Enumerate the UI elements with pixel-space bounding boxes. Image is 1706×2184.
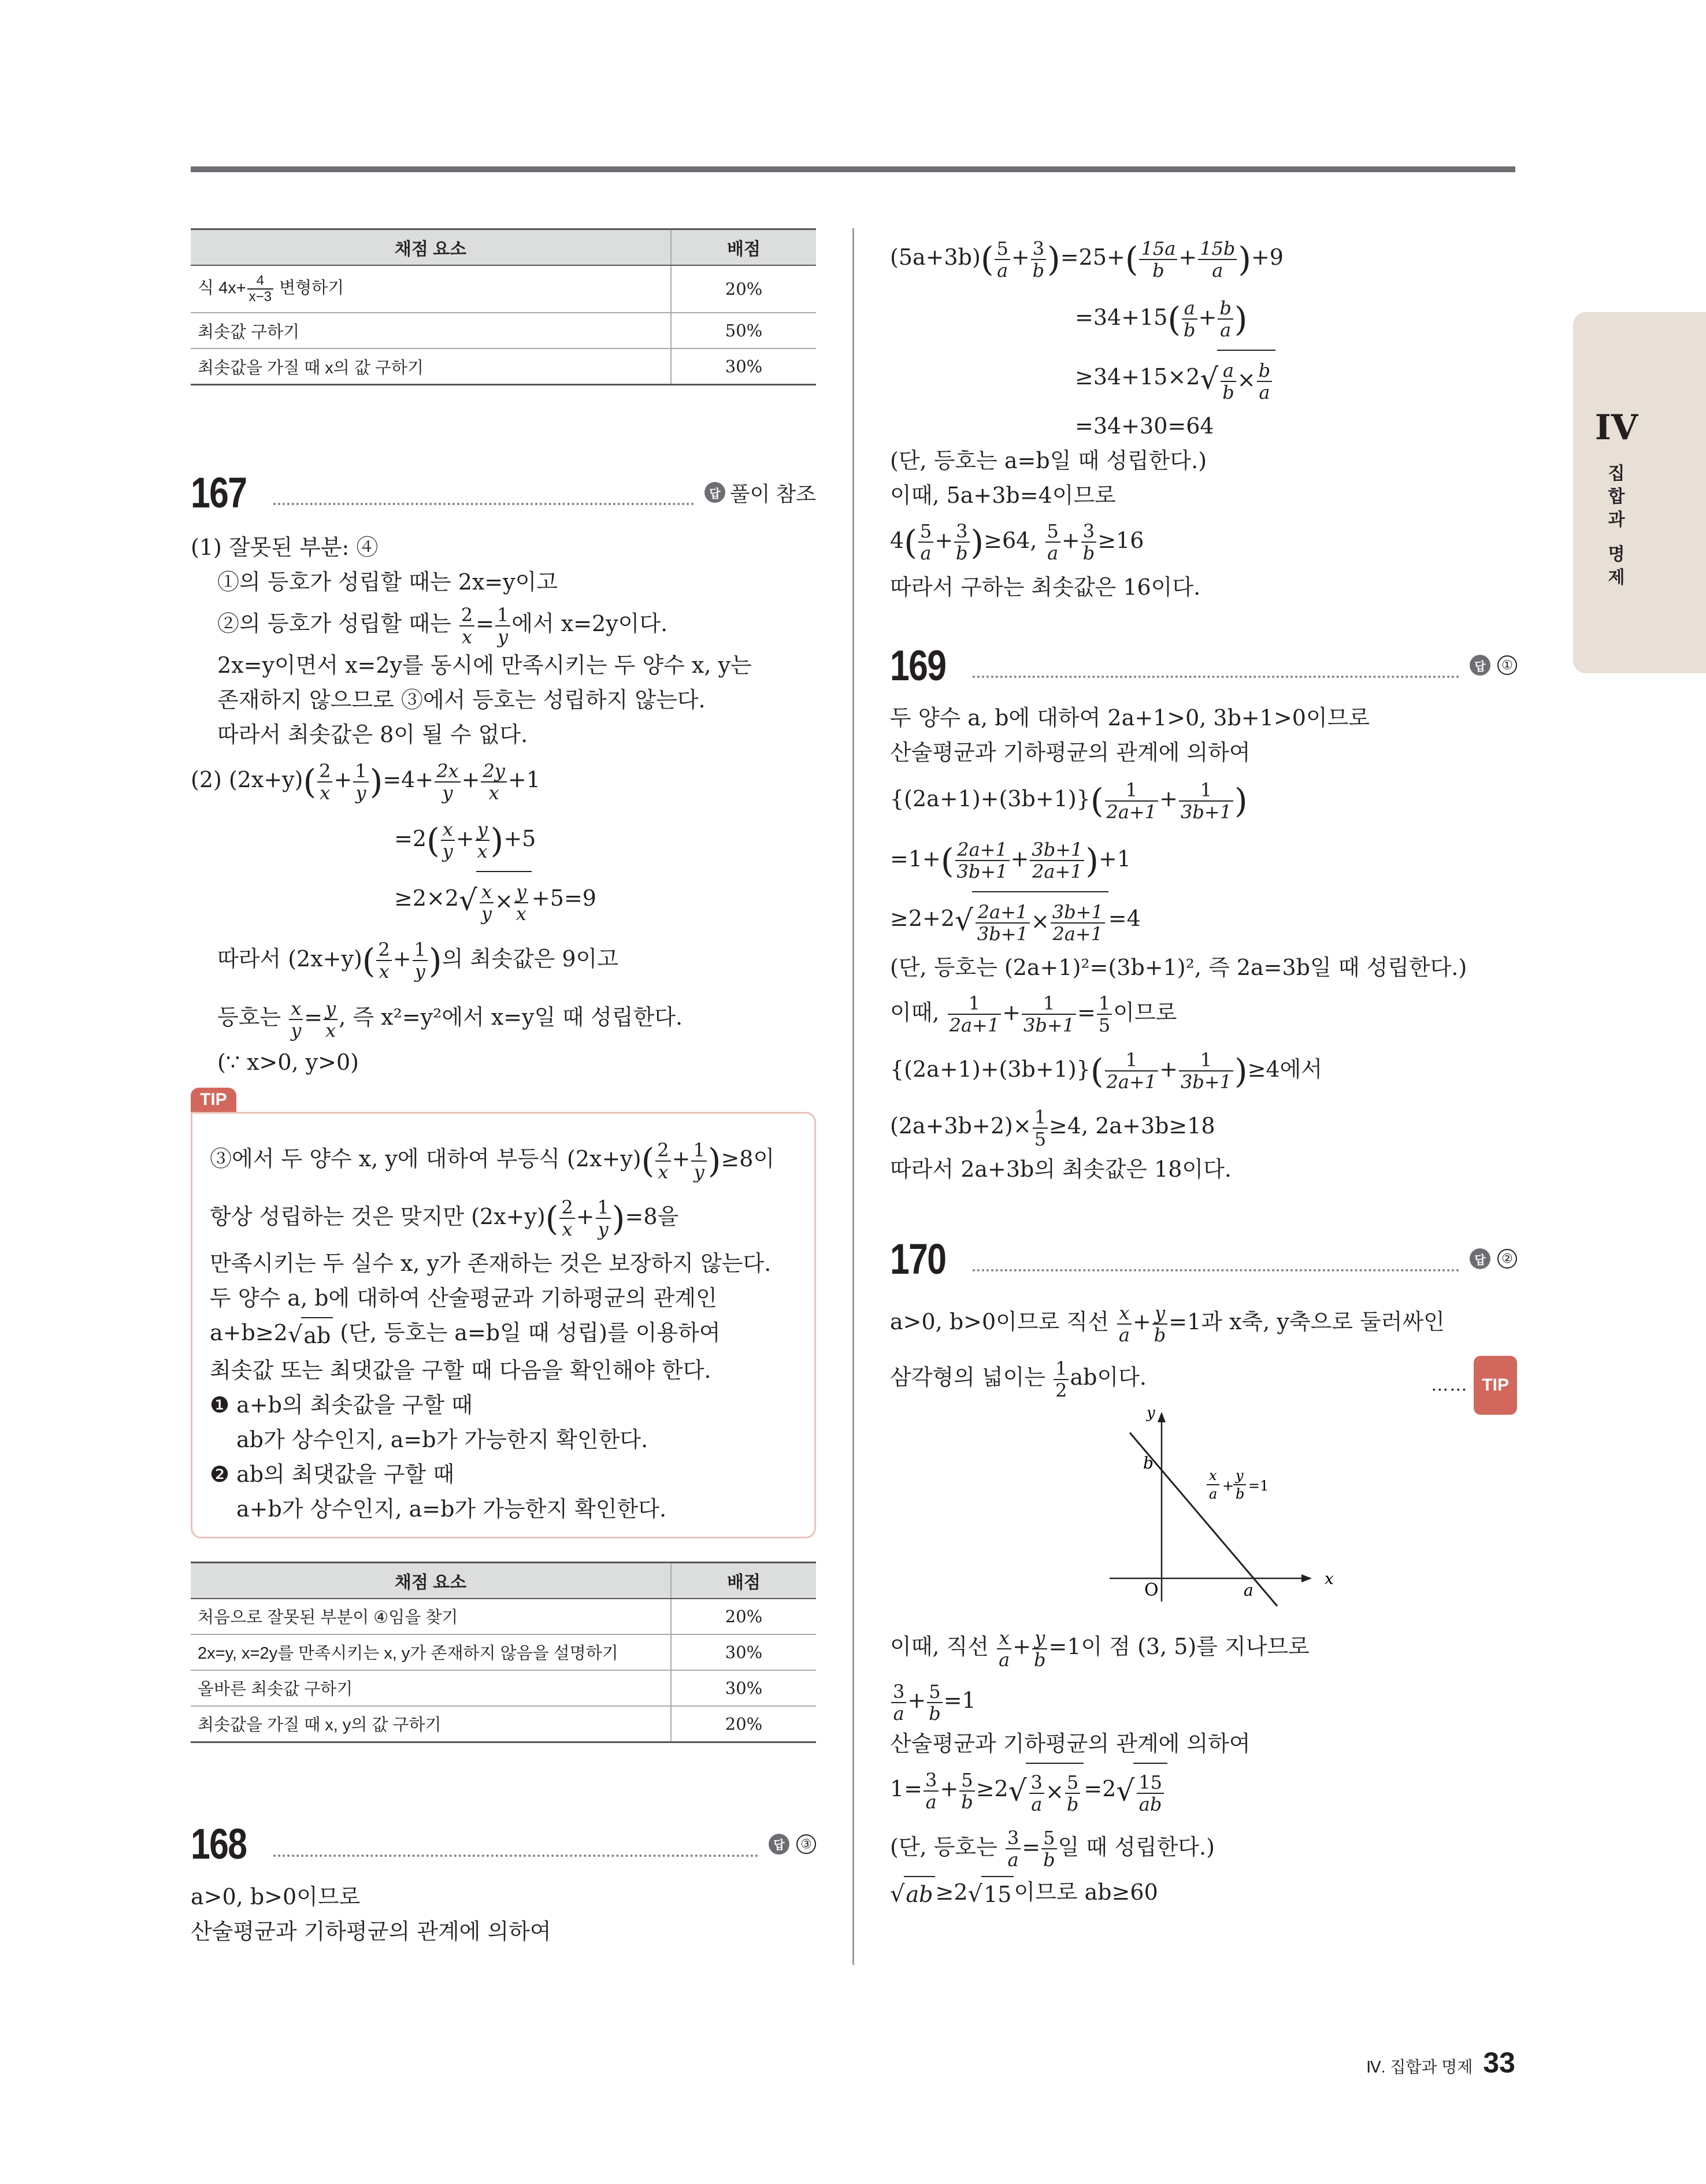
text: 따라서 (2x+y) [217,945,362,972]
solution-line: =34+30=64 [1075,413,1214,439]
text: {(2a+1)+(3b+1)} [890,1056,1091,1082]
tip-tag-small: TIP [1474,1356,1517,1415]
solution-line: 이때, 직선 $\frac{x}{a}$ + $\frac{y}{b}$ =1이 점 (3, 5)를 지나므로 [890,1626,1310,1671]
text: =4 [1108,906,1141,931]
text: (단, 등호는 a=b일 때 성립)를 이용하여 [333,1320,721,1345]
solution-line: (2) (2x+y)( $\frac{2}{x}$ + $\frac{1}{y}$ )=4+ $\frac{2x}{y}$ + $\frac{2y}{x}$ +1 [191,759,540,804]
solution-line: (2a+3b+2)× $\frac{1}{5}$ ≥4, 2a+3b≥18 [890,1106,1215,1150]
tip-reference[interactable]: …… TIP [1431,1355,1517,1415]
solution-line: =2( $\frac{x}{y}$ + $\frac{y}{x}$ )+5 [394,818,536,862]
tip-line: 항상 성립하는 것은 맞지만 (2x+y)( $\frac{2}{x}$ + $\frac{1}{y}$ )=8을 [210,1196,679,1240]
solution-line: 삼각형의 넓이는 $\frac{1}{2}$ ab이다. …… TIP [890,1349,1517,1405]
text: =1+ [890,846,941,872]
solution-line: (단, 등호는 $\frac{3}{a}$ = $\frac{5}{b}$ 일 때 성립한다.) [890,1827,1215,1871]
solution-line: (5a+3b)( $\frac{5}{a}$ + $\frac{3}{b}$ )=25+( $\frac{15a}{b}$ + $\frac{15b}{a}$ )+9 [890,237,1284,281]
row-label: 2x=y, x=2y를 만족시키는 x, y가 존재하지 않음을 설명하기 [191,1634,671,1670]
frac-num: 4 [247,273,273,290]
scoring-table-166 [191,228,816,385]
text: ≥2+2 [890,906,955,931]
tab-char: 집 [1608,464,1625,483]
answer-text: ② [1497,1249,1517,1269]
solution-line: a>0, b>0이므로 직선 $\frac{x}{a}$ + $\frac{y}{b}$ =1과 x축, y축으로 둘러싸인 [890,1301,1445,1346]
text: =1 [943,1688,976,1713]
text: 일 때 성립한다.) [1058,1834,1215,1860]
solution-line: 1= $\frac{3}{a}$ + $\frac{5}{b}$ ≥2√ $\frac{3}{a}$ × $\frac{5}{b}$ =2√ $\frac{15}{ab}$ [890,1761,1517,1819]
text: ≥8이 [721,1146,775,1171]
tip-line: ❷ ab의 최댓값을 구할 때 [210,1461,455,1487]
solution-line: 산술평균과 기하평균의 관계에 의하여 [890,740,1251,765]
problem-169-header [890,639,1517,691]
solution-line: 따라서 최솟값은 8이 될 수 없다. [217,722,528,747]
solution-line: 산술평균과 기하평균의 관계에 의하여 [191,1918,551,1944]
tip-line: ab가 상수인지, a=b가 가능한지 확인한다. [236,1426,648,1452]
answer-icon: 답 [1470,655,1490,676]
tip-line: a+b가 상수인지, a=b가 가능한지 확인한다. [236,1496,667,1522]
problem-170-solution [890,1294,1517,1912]
solution-line: {(2a+1)+(3b+1)}( $\frac{1}{2a+1}$ + $\frac{1}{3b+1}$ ) [890,778,1248,823]
problem-168-solution [191,1879,816,1949]
svg-text:x: x [1209,1467,1217,1484]
row-label: 최솟값 구하기 [191,313,671,348]
problem-number: 167 [191,468,247,517]
top-rule [191,166,1515,172]
problem-number: 170 [890,1234,946,1283]
table-header: 채점 요소 [191,229,671,266]
problem-167-header [191,466,816,518]
tip-line: a+b≥2√ab (단, 등호는 a=b일 때 성립)를 이용하여 [210,1315,797,1353]
table-row [191,1706,816,1742]
text: ③에서 두 양수 x, y에 대하여 부등식 (2x+y) [210,1146,641,1171]
text: =34+15 [1075,304,1168,330]
text: =2 [394,825,427,851]
text: , 즉 x²=y²에서 x=y일 때 성립한다. [339,1004,683,1030]
text: 삼각형의 넓이는 [890,1364,1053,1390]
solution-line: ≥2×2√ $\frac{x}{y}$ × $\frac{y}{x}$ +5=9 [191,869,816,930]
answer-label [769,1834,816,1855]
problem-number: 169 [890,641,946,689]
table-row [191,1634,816,1670]
text: 이때, 직선 [890,1634,996,1659]
text: {(2a+1)+(3b+1)} [890,786,1091,811]
solution-line: a>0, b>0이므로 [191,1883,361,1909]
frac-den: x−3 [249,289,272,305]
row-points: 20% [671,1599,816,1634]
leader-dots [273,480,694,505]
table-header: 배점 [671,1562,816,1599]
row-points: 30% [671,1634,816,1670]
chapter-vertical-title [1605,462,1628,589]
svg-text:+: + [1222,1478,1234,1494]
text: 이때, [890,999,947,1025]
text: =2 [1084,1776,1117,1801]
origin-label: O [1144,1580,1159,1600]
text: (5a+3b) [890,244,981,270]
solution-line: 따라서 구하는 최솟값은 16이다. [890,574,1201,600]
solution-line: $\frac{3}{a}$ + $\frac{5}{b}$ =1 [890,1674,1517,1726]
text: ②의 등호가 성립할 때는 [217,611,458,636]
x-intercept-label: a [1244,1581,1253,1600]
tip-box [191,1088,816,1538]
solution-line: 두 양수 a, b에 대하여 2a+1>0, 3b+1>0이므로 [890,705,1370,731]
text: 4 [890,527,904,553]
tip-line: 두 양수 a, b에 대하여 산술평균과 기하평균의 관계인 [210,1285,717,1311]
answer-text: ③ [796,1834,816,1854]
text: 이므로 [1113,999,1177,1025]
tab-char: 합 [1608,487,1625,506]
answer-icon: 답 [1470,1248,1490,1269]
solution-line: (단, 등호는 a=b일 때 성립한다.) [890,447,1207,473]
x-axis-label: x [1325,1569,1334,1588]
tip-line: 만족시키는 두 실수 x, y가 존재하는 것은 보장하지 않는다. [210,1251,772,1276]
solution-line: {(2a+1)+(3b+1)}( $\frac{1}{2a+1}$ + $\frac{1}{3b+1}$ )≥4에서 [890,1049,1323,1093]
text: =25+ [1060,244,1125,270]
text: 이므로 ab≥60 [1014,1879,1158,1905]
x-axis-arrow [1301,1574,1312,1582]
text: a+b≥2 [210,1320,288,1345]
text: 1= [890,1776,923,1801]
solution-line: 4( $\frac{5}{a}$ + $\frac{3}{b}$ )≥64, $\frac{5}{a}$ + $\frac{3}{b}$ ≥16 [890,520,1144,564]
answer-label [1470,1248,1517,1269]
y-intercept-label: b [1143,1453,1154,1473]
leader-dots [973,652,1459,678]
row-label: 처음으로 잘못된 부분이 ④임을 찾기 [191,1599,671,1634]
text: 등호는 [217,1004,288,1030]
solution-line: 따라서 (2x+y)( $\frac{2}{x}$ + $\frac{1}{y}$ )의 최솟값은 9이고 [217,939,618,982]
table-row [191,1670,816,1706]
solution-line: (1) 잘못된 부분: ④ [191,535,379,560]
tip-line: 최솟값 또는 최댓값을 구할 때 다음을 확인해야 한다. [210,1357,711,1383]
chapter-side-tab[interactable] [1573,312,1706,673]
chapter-roman-numeral: IV [1594,407,1638,448]
svg-text:y: y [1236,1467,1244,1484]
row-points: 30% [671,1670,816,1706]
solution-line: ①의 등호가 성립할 때는 2x=y이고 [217,569,558,595]
tab-char: 제 [1608,568,1625,587]
solution-line: (단, 등호는 (2a+1)²=(3b+1)², 즉 2a=3b일 때 성립한다.) [890,954,1467,980]
text: +5 [503,825,536,851]
page-footer [1366,2046,1515,2079]
left-column [191,228,816,1949]
solution-line: =34+15( $\frac{a}{b}$ + $\frac{b}{a}$ ) [1075,297,1248,341]
table-row [191,1599,816,1634]
text: +9 [1251,244,1284,270]
text: ≥64, [984,527,1044,553]
line-graph-figure [890,1405,1517,1619]
row-label: 최솟값을 가질 때 x의 값 구하기 [191,348,671,385]
row-points: 20% [671,1706,816,1742]
text: (2a+3b+2)× [890,1113,1032,1139]
table-row [191,265,816,313]
text: =4+ [383,767,434,792]
tip-line: ❶ a+b의 최솟값을 구할 때 [210,1392,473,1418]
problem-number: 168 [191,1820,247,1868]
right-column [890,228,1517,1912]
solution-line: 2x=y이면서 x=2y를 동시에 만족시키는 두 양수 x, y는 [217,652,752,678]
solution-line: 존재하지 않으므로 ③에서 등호는 성립하지 않는다. [217,687,706,713]
equation-rhs: =1 [1248,1478,1269,1494]
text: (단, 등호는 [890,1834,1004,1860]
solution-line: =1+( $\frac{2a+1}{3b+1}$ + $\frac{3b+1}{2a+1}$ )+1 [890,839,1132,883]
text: ≥4에서 [1247,1056,1323,1082]
row-label: 식 4x+ [198,279,246,298]
y-axis-arrow [1158,1412,1166,1422]
text: ≥16 [1097,527,1144,553]
tab-char: 과 [1608,510,1625,529]
tab-char: 명 [1608,545,1625,564]
solution-line: 산술평균과 기하평균의 관계에 의하여 [890,1731,1251,1756]
answer-icon: 답 [704,482,725,503]
problem-168-header [191,1818,816,1870]
leader-dots [273,1831,758,1857]
text: ≥2 [935,1879,968,1905]
table-header: 채점 요소 [191,1562,671,1599]
text: ab [301,1317,333,1353]
solution-line: √ab ≥2√15 이므로 ab≥60 [890,1875,1517,1912]
footer-chapter: Ⅳ. 집합과 명제 [1366,2058,1473,2076]
solution-line: 이때, 5a+3b=4이므로 [890,482,1116,508]
solution-line: ≥34+15×2√ $\frac{a}{b}$ × $\frac{b}{a}$ [890,348,1517,409]
text: =8을 [625,1203,679,1229]
answer-label [1470,655,1517,676]
tip-content [191,1112,816,1538]
y-axis-label: y [1147,1405,1155,1422]
text: ab이다. [1070,1364,1147,1390]
text: =1과 x축, y축으로 둘러싸인 [1169,1309,1445,1334]
solution-line: ≥2+2√ $\frac{2a+1}{3b+1}$ × $\frac{3b+1}{2a+1}$ =4 [890,889,1517,950]
text: 의 최솟값은 9이고 [442,945,618,972]
table-header: 배점 [671,229,816,266]
table-row [191,348,816,385]
text: =1이 점 (3, 5)를 지나므로 [1048,1634,1310,1659]
text: 항상 성립하는 것은 맞지만 (2x+y) [210,1203,546,1229]
text: 에서 x=2y이다. [511,611,668,636]
text: ≥2 [976,1776,1008,1801]
answer-text: 풀이 참조 [729,481,816,506]
row-label: 최솟값을 가질 때 x, y의 값 구하기 [191,1706,671,1742]
svg-text:b: b [1236,1486,1245,1502]
text: +1 [507,767,540,792]
row-label: 올바른 최솟값 구하기 [191,1670,671,1706]
tip-tag: TIP [191,1088,236,1112]
line-equation-label [1207,1467,1269,1502]
answer-label [704,478,816,507]
text: ≥4, 2a+3b≥18 [1049,1113,1215,1139]
text: +1 [1099,846,1132,872]
answer-text: ① [1497,655,1517,675]
text: (2) (2x+y) [191,767,303,792]
solution-line: (∵ x>0, y>0) [217,1050,359,1075]
page-number: 33 [1483,2046,1515,2079]
solution-line: ②의 등호가 성립할 때는 $\frac{2}{x}$ = $\frac{1}{y}$ 에서 x=2y이다. [217,603,668,648]
problem-170-header [890,1233,1517,1285]
text: ≥2×2 [394,885,459,911]
solution-line: 이때, $\frac{1}{2a+1}$ + $\frac{1}{3b+1}$ = $\frac{1}{5}$ 이므로 [890,992,1177,1036]
row-label: 변형하기 [275,279,344,298]
tip-line: ③에서 두 양수 x, y에 대하여 부등식 (2x+y)( $\frac{2}{x}$ + $\frac{1}{y}$ )≥8이 [210,1139,775,1183]
row-points: 30% [671,348,816,385]
problem-167-solution [191,530,816,1080]
text: +5=9 [531,885,596,911]
text: ≥34+15×2 [1075,364,1200,390]
column-divider [852,228,854,1965]
solution-line: 등호는 $\frac{x}{y}$ = $\frac{y}{x}$ , 즉 x²=y²에서 x=y일 때 성립한다. [217,997,683,1041]
problem-169-solution [890,700,1517,1186]
row-points: 50% [671,313,816,348]
answer-icon: 답 [769,1834,789,1855]
row-points: 20% [671,265,816,313]
svg-text:a: a [1209,1486,1218,1502]
text: a>0, b>0이므로 직선 [890,1309,1116,1334]
leader-dots [973,1246,1459,1271]
problem-168-continued [890,228,1517,605]
scoring-table-167 [191,1562,816,1743]
table-row [191,313,816,348]
solution-line: 따라서 2a+3b의 최솟값은 18이다. [890,1156,1232,1182]
